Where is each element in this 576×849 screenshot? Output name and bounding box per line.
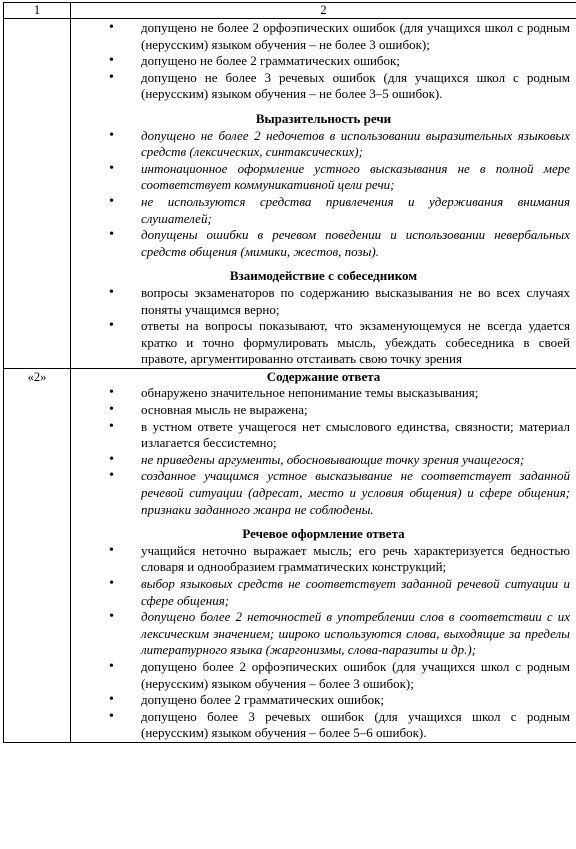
criteria-cell bbox=[71, 368, 576, 742]
criteria-table bbox=[3, 2, 576, 743]
bullet-list bbox=[71, 128, 576, 261]
table-row bbox=[4, 368, 576, 742]
list-item: • допущено более 2 неточностей в употреблении слов в соответствии с их лексическим значением; широко используются слова, выходящие за пределы литературного языка (жаргонизмы, слова-паразиты и др.); bbox=[71, 609, 576, 659]
header-col-1: 1 bbox=[4, 3, 71, 19]
list-item: • интонационное оформление устного высказывания не в полной мере соответствует коммуникативной цели речи; bbox=[71, 161, 576, 194]
list-item: • не используются средства привлечения и удерживания внимания слушателей; bbox=[71, 194, 576, 227]
list-item: • допущено более 3 речевых ошибок (для учащихся школ с родным (нерусским) языком обучения – более 5–6 ошибок). bbox=[71, 709, 576, 742]
section-title: Содержание ответа bbox=[266, 368, 381, 384]
list-item: • обнаружено значительное непонимание темы высказывания; bbox=[71, 385, 576, 402]
grade-mark: «2» bbox=[4, 368, 71, 742]
section-title: Речевое оформление ответа bbox=[242, 526, 405, 542]
list-item: • основная мысль не выражена; bbox=[71, 402, 576, 419]
grade-mark bbox=[4, 19, 71, 369]
bullet-list bbox=[71, 543, 576, 742]
header-col-2: 2 bbox=[71, 3, 576, 19]
table-header-row bbox=[4, 3, 576, 19]
bullet-list bbox=[71, 19, 576, 103]
list-item: • допущено более 2 орфоэпических ошибок (для учащихся школ с родным (нерусским) языком обучения – более 3 ошибок); bbox=[71, 659, 576, 692]
bullet-list bbox=[71, 285, 576, 368]
list-item: • ответы на вопросы показывают, что экзаменующемуся не всегда удается кратко и точно формулировать мысль, убеждать собеседника в своей правоте, аргументированно отстаивать свою точку зрения bbox=[71, 318, 576, 368]
list-item: • допущено более 2 грамматических ошибок; bbox=[71, 692, 576, 709]
list-item: • в устном ответе учащегося нет смыслового единства, связности; материал излагается бессистемно; bbox=[71, 419, 576, 452]
section-title: Взаимодействие с собеседником bbox=[229, 268, 418, 284]
bullet-list bbox=[71, 385, 576, 518]
list-item: • вопросы экзаменаторов по содержанию высказывания не во всех случаях поняты учащимся верно; bbox=[71, 285, 576, 318]
list-item: • не приведены аргументы, обосновывающие точку зрения учащегося; bbox=[71, 452, 576, 469]
section-title: Выразительность речи bbox=[255, 110, 392, 126]
list-item: • допущены ошибки в речевом поведении и использовании невербальных средств общения (мимики, жестов, позы). bbox=[71, 227, 576, 260]
list-item: • учащийся неточно выражает мысль; его речь характеризуется бедностью словаря и однообразием грамматических конструкций; bbox=[71, 543, 576, 576]
list-item: • допущено не более 2 орфоэпических ошибок (для учащихся школ с родным (нерусским) языком обучения – не более 3 ошибок); bbox=[71, 20, 576, 53]
list-item: • допущено не более 2 недочетов в использовании выразительных языковых средств (лексических, синтаксических); bbox=[71, 128, 576, 161]
list-item: • допущено не более 2 грамматических ошибок; bbox=[71, 53, 576, 70]
table-row bbox=[4, 19, 576, 369]
list-item: • допущено не более 3 речевых ошибок (для учащихся школ с родным (нерусским) языком обучения – не более 3–5 ошибок). bbox=[71, 70, 576, 103]
list-item: • созданное учащимся устное высказывание не соответствует заданной речевой ситуации (адресат, место и условия общения) и сфере общения; признаки заданного жанра не соблюдены. bbox=[71, 468, 576, 518]
list-item: • выбор языковых средств не соответствует заданной речевой ситуации и сфере общения; bbox=[71, 576, 576, 609]
criteria-cell bbox=[71, 19, 576, 369]
